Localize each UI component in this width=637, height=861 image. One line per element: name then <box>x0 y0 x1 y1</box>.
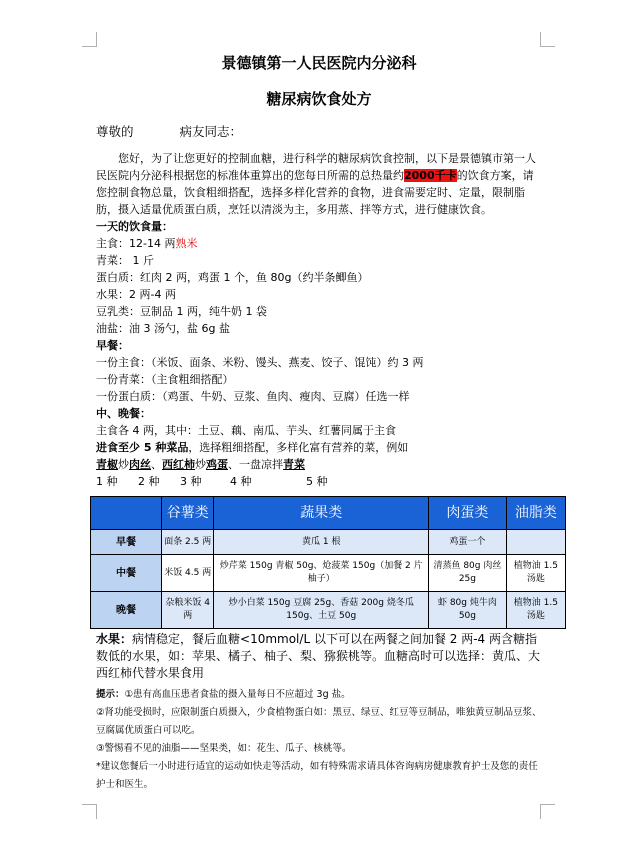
table-header-meat: 肉蛋类 <box>429 497 507 530</box>
daily-oil: 油盐：油 3 汤勺，盐 6g 盐 <box>96 322 230 335</box>
fruit-label: 水果： <box>96 632 133 646</box>
dish-stirfry-1: 炒 <box>118 458 129 471</box>
dish-tomato: 西红柿 <box>162 458 195 471</box>
diet-table <box>90 496 566 629</box>
dish-example <box>96 456 542 473</box>
table-cell-oil <box>506 530 565 555</box>
table-cell-grain: 面条 2.5 两 <box>162 530 214 555</box>
fruit-text: 病情稳定，餐后血糖<10mmol/L 以下可以在两餐之间加餐 2 两-4 两含糖指数低的水果，如：苹果、橘子、柚子、梨、猕猴桃等。血糖高时可以选择：黄瓜、大西红柿代替水果食用 <box>96 632 541 680</box>
table-header-row <box>91 497 566 530</box>
breakfast-line-2: 一份青菜：（主食粗细搭配） <box>96 373 234 386</box>
crop-mark-bottom-right <box>540 804 555 819</box>
daily-heading: 一天的饮食量： <box>96 220 173 233</box>
tip-1 <box>96 686 542 704</box>
dish-count-5: 5 种 <box>306 475 328 488</box>
dish-pork: 肉丝 <box>129 458 151 471</box>
breakfast-line-3: 一份蛋白质：（鸡蛋、牛奶、豆浆、鱼肉、瘦肉、豆腐）任选一样 <box>96 390 410 403</box>
table-cell-veg: 炒小白菜 150g 豆腐 25g、香菇 200g 烧冬瓜 150g、土豆 50g <box>214 592 429 629</box>
fruit-paragraph <box>96 631 542 682</box>
crop-mark-top-left <box>82 32 97 47</box>
table-cell-veg: 炒芹菜 150g 青椒 50g、炝菠菜 150g（加餐 2 片柚子） <box>214 555 429 592</box>
table-cell-oil: 植物油 1.5 汤匙 <box>506 555 565 592</box>
dish-stirfry-2: 炒 <box>195 458 206 471</box>
lunch-dinner-line-1: 主食各 4 两，其中：土豆、藕、南瓜、芋头、红薯同属于主食 <box>96 424 396 437</box>
dish-count-1: 1 种 <box>96 475 118 488</box>
dish-cold: 、一盘凉拌 <box>228 458 283 471</box>
daily-protein: 蛋白质：红肉 2 两，鸡蛋 1 个，鱼 80g（约半条鲫鱼） <box>96 271 369 284</box>
five-dishes-rest: ，选择粗细搭配，多样化富有营养的菜，例如 <box>188 441 409 454</box>
breakfast-line-1: 一份主食：（米饭、面条、米粉、馒头、燕麦、饺子、馄饨）约 3 两 <box>96 356 424 369</box>
prescription-title: 糖尿病饮食处方 <box>266 90 372 108</box>
calorie-highlight: 2000千卡 <box>404 169 457 182</box>
document-page <box>96 52 558 794</box>
daily-staple-cooked: 熟米 <box>175 237 198 250</box>
table-cell-grain: 米饭 4.5 两 <box>162 555 214 592</box>
lunch-dinner-line-2 <box>96 439 542 456</box>
table-row <box>91 530 566 555</box>
greeting-respect: 尊敬的 <box>96 124 134 139</box>
daily-dairy: 豆乳类：豆制品 1 两，纯牛奶 1 袋 <box>96 305 267 318</box>
tip-2: ②肾功能受损时，应限制蛋白质摄入，少食植物蛋白如：黑豆、绿豆、红豆等豆制品，唯独黄豆制品豆浆、豆腐属优质蛋白可以吃。 <box>96 707 542 736</box>
dish-greens: 青菜 <box>283 458 305 471</box>
crop-mark-top-right <box>540 32 555 47</box>
table-header-veg: 蔬果类 <box>214 497 429 530</box>
lunch-dinner-heading: 中、晚餐： <box>96 407 151 420</box>
table-row <box>91 592 566 629</box>
meal-label: 中餐 <box>91 555 162 592</box>
intro-text-a: 您好，为了让您更好的控制血糖，进行科学的糖尿病饮食控制，以下是景德镇市第一人民医院内分泌科根据您的标准体重算出的您每日所需的总热量约 <box>96 152 536 182</box>
daily-veg: 青菜： 1 斤 <box>96 254 154 267</box>
table-cell-grain: 杂粮米饭 4 两 <box>162 592 214 629</box>
tips-section <box>96 686 542 794</box>
table-cell-meat: 鸡蛋一个 <box>429 530 507 555</box>
intro-paragraph <box>96 150 542 218</box>
crop-mark-bottom-left <box>82 804 97 819</box>
tips-label: 提示： <box>96 689 125 700</box>
tip-3: ③警惕看不见的油脂——坚果类，如：花生、瓜子、核桃等。 <box>96 743 352 754</box>
five-dishes: 进食至少 5 种菜品 <box>96 441 189 454</box>
dish-sep: 、 <box>151 458 162 471</box>
meal-label: 晚餐 <box>91 592 162 629</box>
table-header-grain: 谷薯类 <box>162 497 214 530</box>
breakfast-heading: 早餐： <box>96 339 129 352</box>
table-cell-veg: 黄瓜 1 根 <box>214 530 429 555</box>
dish-count-3: 3 种 <box>180 475 202 488</box>
table-header-oil: 油脂类 <box>506 497 565 530</box>
tip-4: *建议您餐后一小时进行适宜的运动如快走等活动，如有特殊需求请具体咨询病房健康教育护士及您的责任护士和医生。 <box>96 761 538 790</box>
dish-count-row <box>96 473 542 490</box>
tip-1-text: ①患有高血压患者食盐的摄入量每日不应超过 3g 盐。 <box>124 689 351 700</box>
table-cell-oil: 植物油 1.5 汤匙 <box>506 592 565 629</box>
dish-count-2: 2 种 <box>138 475 160 488</box>
daily-staple <box>96 235 542 252</box>
greeting-patient: 病友同志： <box>179 124 243 139</box>
dish-count-4: 4 种 <box>230 475 252 488</box>
hospital-title: 景德镇第一人民医院内分泌科 <box>221 54 417 72</box>
table-cell-meat: 清蒸鱼 80g 肉丝 25g <box>429 555 507 592</box>
meal-label: 早餐 <box>91 530 162 555</box>
daily-fruit: 水果：2 两-4 两 <box>96 288 176 301</box>
intro-text-b: 的饮食方案，请您控制食物总量，饮食粗细搭配，选择多样化营养的食物，进食需要定时、定量，限制脂肪，摄入适量优质蛋白质，烹饪以清淡为主，多用蒸、拌等方式，进行健康饮食。 <box>96 169 534 216</box>
greeting <box>96 122 542 142</box>
daily-staple-text: 主食：12-14 两 <box>96 237 176 250</box>
dish-egg: 鸡蛋 <box>206 458 228 471</box>
table-header-corner <box>91 497 162 530</box>
table-row <box>91 555 566 592</box>
table-cell-meat: 虾 80g 炖牛肉 50g <box>429 592 507 629</box>
dish-pepper: 青椒 <box>96 458 118 471</box>
